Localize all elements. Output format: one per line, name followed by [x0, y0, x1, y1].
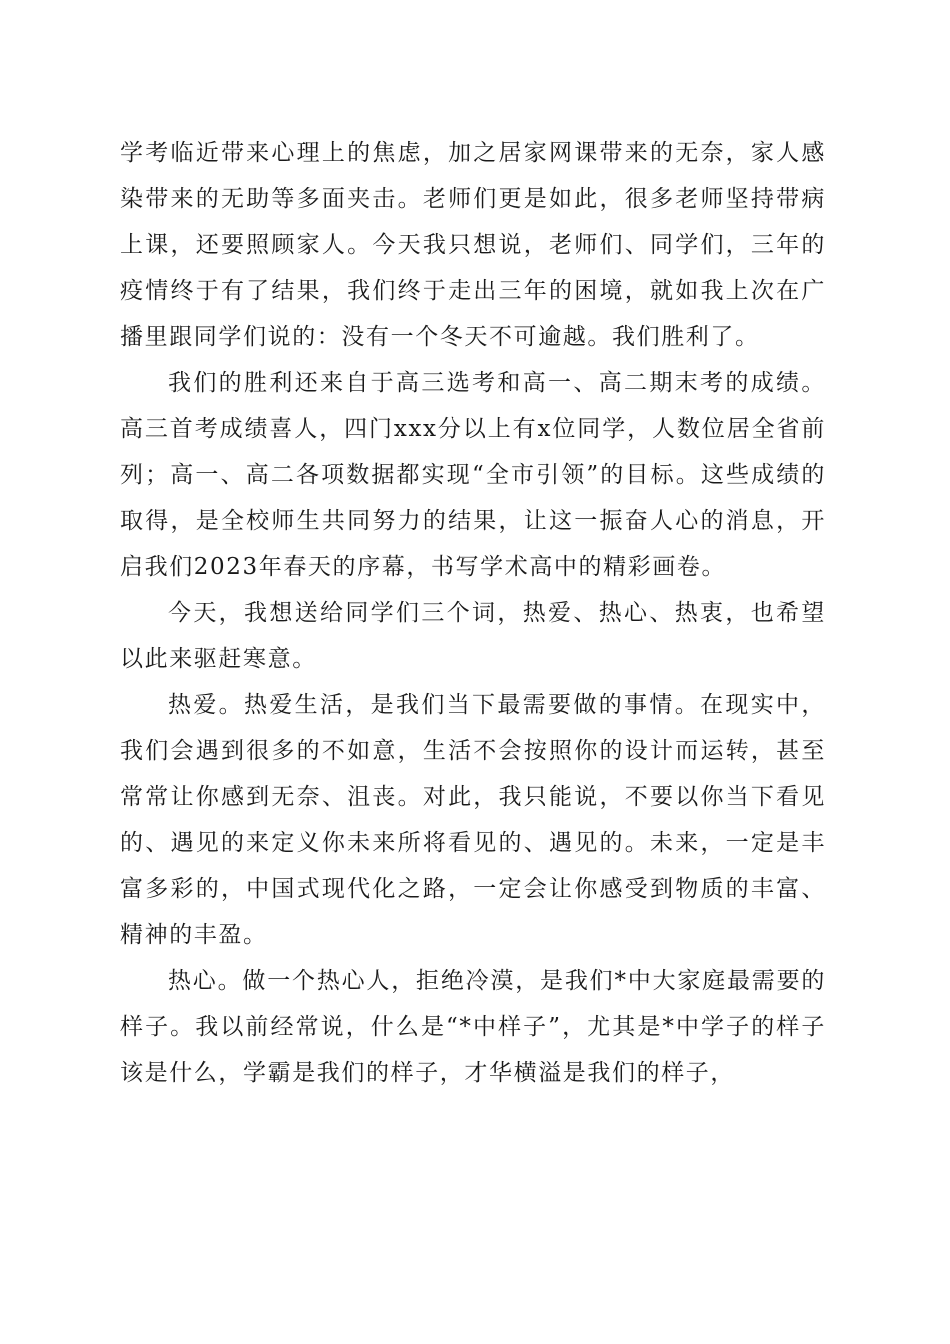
paragraph-three-words: 今天，我想送给同学们三个词，热爱、热心、热衷，也希望以此来驱赶寒意。: [120, 600, 826, 672]
paragraph-warmheart: 热心。做一个热心人，拒绝冷漠，是我们*中大家庭最需要的样子。我以前经常说，什么是“*中样子”，尤其是*中学子的样子该是什么，学霸是我们的样子，才华横溢是我们的样子，: [120, 968, 826, 1086]
paragraph-continuation: 学考临近带来心理上的焦虑，加之居家网课带来的无奈，家人感染带来的无助等多面夹击。老师们更是如此，很多老师坚持带病上课，还要照顾家人。今天我只想说，老师们、同学们，三年的疫情终于有了结果，我们终于走出三年的困境，就如我上次在广播里跟同学们说的：没有一个冬天不可逾越。我们胜利了。: [120, 140, 826, 350]
paragraph-victory-results: 我们的胜利还来自于高三选考和高一、高二期末考的成绩。高三首考成绩喜人，四门xxx分以上有x位同学，人数位居全省前列；高一、高二各项数据都实现“全市引领”的目标。这些成绩的取得，是全校师生共同努力的结果，让这一振奋人心的消息，开启我们2023年春天的序幕，书写学术高中的精彩画卷。: [120, 370, 826, 580]
document-body: [120, 130, 826, 1096]
paragraph-passion: 热爱。热爱生活，是我们当下最需要做的事情。在现实中，我们会遇到很多的不如意，生活不会按照你的设计而运转，甚至常常让你感到无奈、沮丧。对此，我只能说，不要以你当下看见的、遇见的来定义你未来所将看见的、遇见的。未来，一定是丰富多彩的，中国式现代化之路，一定会让你感受到物质的丰富、精神的丰盈。: [120, 692, 826, 948]
